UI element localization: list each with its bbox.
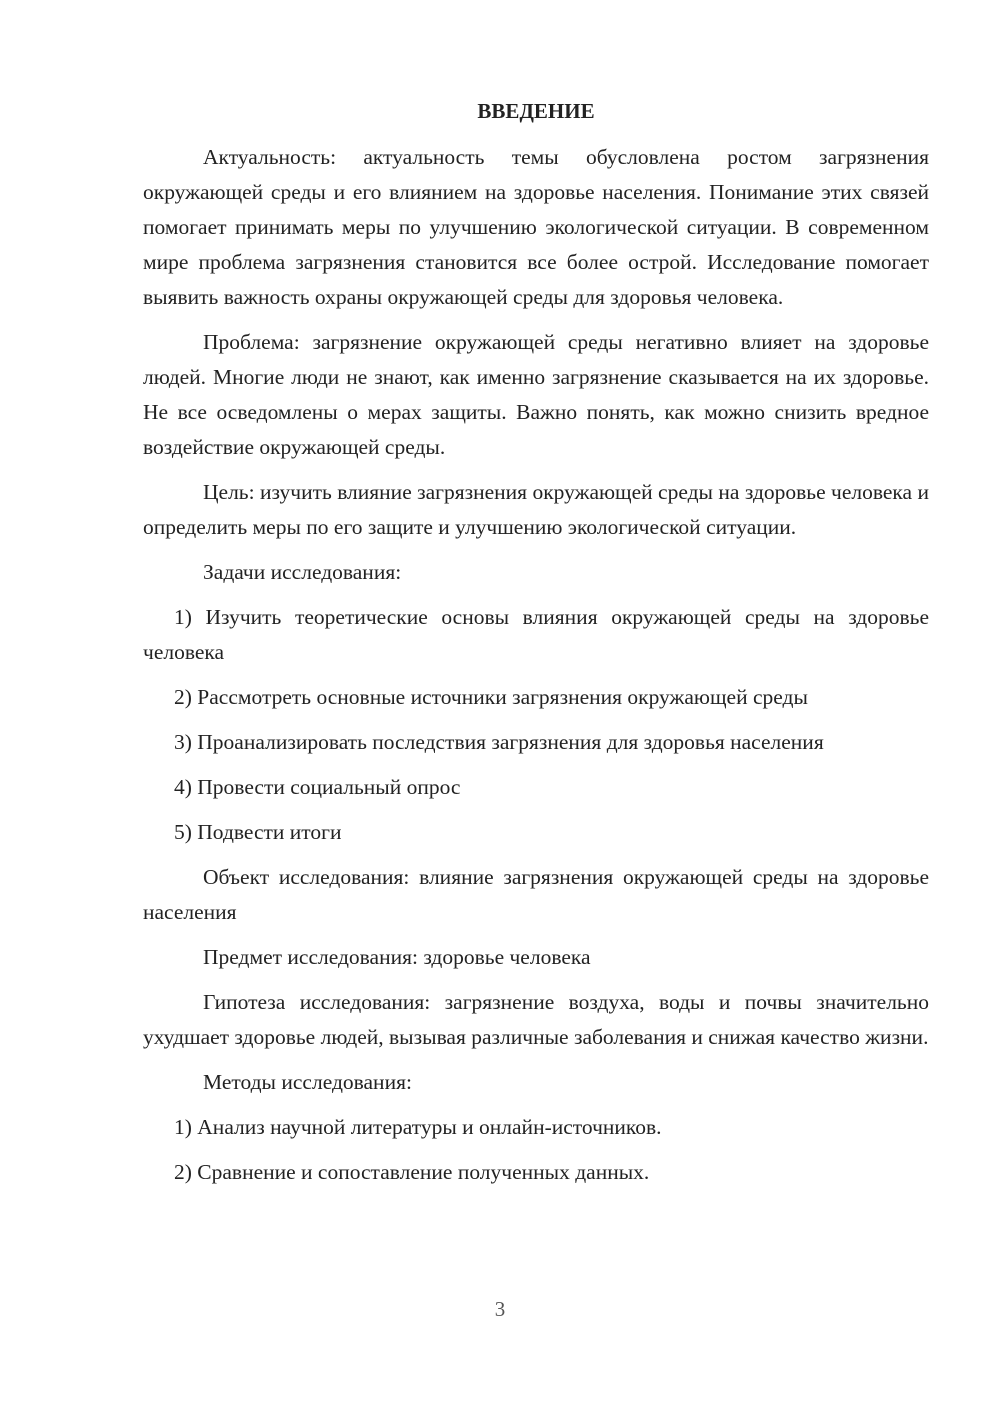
object-paragraph: Объект исследования: влияние загрязнения окружающей среды на здоровье населения: [143, 865, 929, 924]
task-item-3: 3) Проанализировать последствия загрязнения для здоровья населения: [174, 730, 824, 754]
tasks-heading: Задачи исследования:: [203, 560, 402, 584]
page-title: ВВЕДЕНИЕ: [477, 99, 595, 123]
methods-heading: Методы исследования:: [203, 1070, 412, 1094]
task-item-5: 5) Подвести итоги: [174, 820, 342, 844]
goal-paragraph: Цель: изучить влияние загрязнения окружающей среды на здоровье человека и определить меры по его защите и улучшению экологической ситуации.: [143, 480, 929, 539]
task-item-4: 4) Провести социальный опрос: [174, 775, 461, 799]
document-page: [143, 96, 929, 1200]
task-item-1: 1) Изучить теоретические основы влияния окружающей среды на здоровье человека: [143, 605, 929, 664]
method-item-2: 2) Сравнение и сопоставление полученных данных.: [174, 1160, 650, 1184]
subject-paragraph: Предмет исследования: здоровье человека: [203, 945, 591, 969]
task-item-2: 2) Рассмотреть основные источники загрязнения окружающей среды: [174, 685, 808, 709]
problem-paragraph: Проблема: загрязнение окружающей среды негативно влияет на здоровье людей. Многие люди не знают, как именно загрязнение сказывается на их здоровье. Не все осведомлены о мерах защиты. Важно понять, как можно снизить вредное воздействие окружающей среды.: [143, 330, 929, 459]
method-item-1: 1) Анализ научной литературы и онлайн-источников.: [174, 1115, 662, 1139]
page-number: 3: [494, 1297, 506, 1321]
relevance-paragraph: Актуальность: актуальность темы обусловлена ростом загрязнения окружающей среды и его влиянием на здоровье населения. Понимание этих связей помогает принимать меры по улучшению экологической ситуации. В современном мире проблема загрязнения становится все более острой. Исследование помогает выявить важность охраны окружающей среды для здоровья человека.: [143, 145, 929, 309]
hypothesis-paragraph: Гипотеза исследования: загрязнение воздуха, воды и почвы значительно ухудшает здоровье людей, вызывая различные заболевания и снижая качество жизни.: [143, 990, 929, 1049]
